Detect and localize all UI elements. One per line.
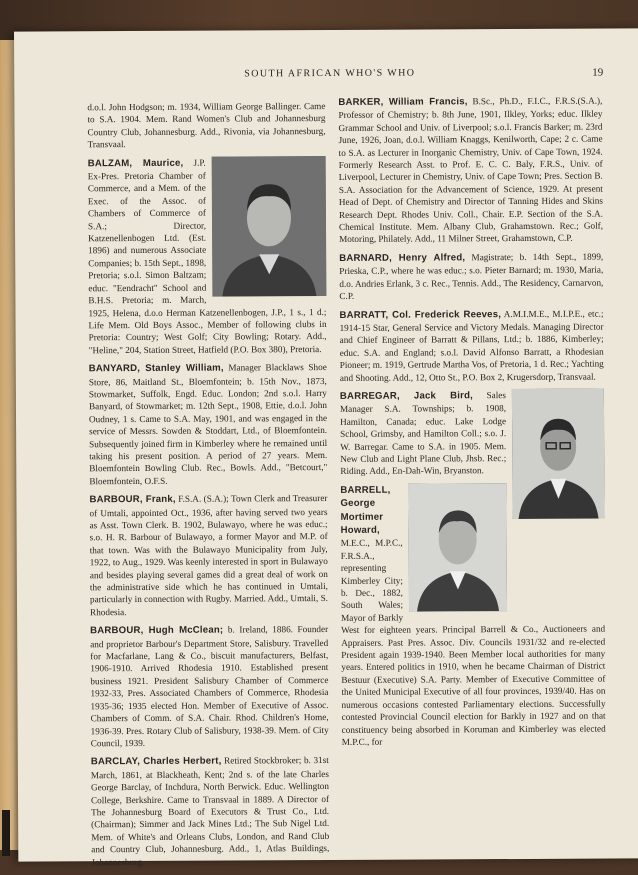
right-column bbox=[338, 95, 605, 755]
portrait-image bbox=[408, 483, 507, 612]
left-column bbox=[87, 100, 329, 874]
entry-text: M.E.C., M.P.C., F.R.S.A., representing Kimberley City; b. Dec., 1882, South Wales; Mayor of Barkly West for eighteen years. Principal Barrell & Co., Auctioneers and Appraisers. Past Pres. Assoc. Div. Councils 1931/32 and re-elected President again 1939-1940. Been Member local authorities for many years. Entered politics in 1910, when he became Chairman of District Bestuur (Executive) S.A. Party. Member of Executive Committee of the United Municipal Executive of all four provinces, 1939/40. Has on numerous occasions contested Parliamentary elections. Successfully contested Provincial Council election for Barkly in 1927 and on that constituency being absorbed in Koruman and Kimberley was elected M.P.C., for bbox=[340, 538, 606, 747]
entry-barnard bbox=[339, 250, 603, 302]
book-page bbox=[14, 28, 638, 867]
entry-barbour-frank bbox=[89, 492, 328, 618]
entry-text: b. Ireland, 1886. Founder and proprietor Barbour's Department Store, Salisbury. Travelled for Macfarlane, Lang & Co., biscuit manufacturers, Belfast, 1906-1910. Arrived Rhodesia 1910. Established present business 1921. President Salisbury Chamber of Commerce 1932-33, Pres. Associated Chambers of Commerce, Rhodesia 1935-36; 1935 elected Hon. Member of Executive of Assoc. Chambers of Comm. of S.A. Chair. Rhod. Children's Home, 1936-39. Pres. Rotary Club of Salisbury, 1938-39. Mem. of City Council, 1939. bbox=[90, 624, 329, 749]
entry-name: BARBOUR, Frank, bbox=[89, 493, 176, 506]
entry-barregar bbox=[340, 388, 604, 477]
portrait-image bbox=[512, 388, 605, 518]
portrait-barregar bbox=[512, 388, 605, 518]
entry-text: A.M.I.M.E., M.I.P.E., etc.; 1914-15 Star, General Service and Victory Medals. Managing Director and Chief Engineer of Barratt & Pillans, Ltd.; b. 1886, Kimberley; educ. S.A. and England; s.o.l. David Alfonso Barratt, a Rhodesian Pioneer; m. 1919, Gertrude Martha Vos, of Pretoria, 1 d. Rec.; Yachting and Shooting. Add., 12, Otto St., P.O. Box 2, Krugersdorp, Transvaal. bbox=[339, 308, 604, 383]
portrait-balzam bbox=[212, 156, 327, 297]
entry-text: d.o.l. John Hodgson; m. 1934, William George Ballinger. Came to S.A. 1904. Mem. Rand Women's Club and Johannesburg Country Club, Johannesburg. Add., Rivonia, via Johannesburg, Transvaal. bbox=[87, 101, 326, 150]
entry-text: F.S.A. (S.A.); Town Clerk and Treasurer of Umtali, appointed Oct., 1936, after having served two years as Asst. Town Clerk. B. 1902, Bulawayo, where he was educ.; s.o. H. R. Barbour of Bulawayo, a former Mayor and M.P. of that town. Was with the Bulawayo Municipality from July, 1922, to Aug., 1929. Was keenly interested in sport in Bulawayo and besides playing several games did a great deal of work on the administrative side which he has continued in Umtali, particularly in connection with Rugby. Married. Add., Umtali, S. Rhodesia. bbox=[89, 493, 329, 618]
entry-name: BARCLAY, Charles Herbert, bbox=[90, 755, 222, 768]
entry-text: Retired Stockbroker; b. 31st March, 1861, at Blackheath, Kent; 2nd s. of the late Charles George Barclay, of Inchdura, North Berwick. Educ. Wellington College, Berkshire. Came to Transvaal in 1889. A Director of The Johannesburg Board of Executors & Trust Co., Ltd. (Chairman); Simmer and Jack Mines Ltd.; The Sub Nigel Ltd. Mem. of White's and Orleans Clubs, London, and Rand Club and Country Club, Johannesburg. Add., 1, Atlas Buildings, Johannesburg. bbox=[90, 755, 330, 867]
page-number: 19 bbox=[592, 66, 604, 79]
entry-barker bbox=[338, 95, 603, 246]
entry-text: Sales Manager S.A. Townships; b. 1908, Hamilton, Canada; educ. Lake Lodge School, Grimsby, and Hamilton Coll.; s.o. J. W. Barregar. Came to S.A. in 1905. Mem. New Club and Light Plane Club, Jhsb. Rec.; Riding. Add., En-Dah-Win, Bryanston. bbox=[339, 390, 507, 477]
entry-ballinger bbox=[87, 100, 325, 151]
entry-name: BARBOUR, Hugh McClean; bbox=[90, 624, 224, 637]
entry-text: Magistrate; b. 14th Sept., 1899, Prieska, C.P., where he was educ.; s.o. Pieter Barnard; m. 1930, Maria, d.o. Andries Erlank, 3 c. Rec., Tennis. Add., The Residency, Carnarvon, C.P. bbox=[339, 251, 604, 302]
entry-name: BANYARD, Stanley William, bbox=[88, 362, 224, 375]
running-header: SOUTH AFRICAN WHO'S WHO bbox=[244, 67, 416, 80]
entry-banyard bbox=[89, 361, 328, 487]
entry-text: J.P. Ex-Pres. Pretoria Chamber of Commerce, and a Mem. of the Exec. of the Assoc. of Chambers of Commerce of S.A.; Director, Katzenellenbogen Ltd. (Est. 1896) and numerous Associate Companies; b. 15th Sept., 1898, Pretoria; s.o.l. Simon Baltzam; educ. "Eendracht" School and B.H.S. Pretoria; m. March, 1925, Helena, d.o.o Herman Katzenellenbogen, J.P., 1 s., 1 d.; Life Mem. Old Boys Assoc., Member of following clubs in Pretoria: Country; West Golf; City Bowling; Rotary. Add., "Heline," 204, Station Street, Hatfield (P.O. Box 380), Pretoria. bbox=[87, 157, 327, 355]
entry-text: B.Sc., Ph.D., F.I.C., F.R.S.(S.A.), Professor of Chemistry; b. 8th June, 1901, Ilkley, Yorks; educ. Ilkley Grammar School and Univ. of Liverpool; s.o.l. Francis Barker; m. 23rd June, 1926, Joan, d.o.l. William Knaggs, Kenilworth, Cape; 2 c. Came to S.A. as Lecturer in Inorganic Chemistry, Univ. of Cape Town, 1924. Formerly Research Asst. to Prof. E. C. C. Baly, F.R.S., Univ. of Liverpool, Lecturer in Chemistry, Univ. of Cape Town; Pres. Section B. S.A. Association for the Advancement of Science, 1929. At present Head of Dept. of Chemistry and Director of Tanning Hides and Skins Research Dept. Rhodes Univ. Coll., Chair. E.P. Section of the S.A. Chemical Institute. Mem. Albany Club, Grahamstown. Rec.; Golf, Motoring, Philately. Add., 11 Milner Street, Grahamstown, C.P. bbox=[338, 95, 604, 245]
entry-barrell bbox=[340, 482, 605, 748]
portrait-image bbox=[212, 156, 327, 297]
entry-name: BARREGAR, Jack Bird, bbox=[339, 390, 474, 402]
entry-name: BARKER, William Francis, bbox=[338, 96, 468, 108]
entry-name: BARRATT, Col. Frederick Reeves, bbox=[339, 308, 502, 321]
entry-balzam bbox=[88, 156, 327, 357]
entry-barbour-hugh bbox=[90, 623, 329, 749]
entry-name: BARRELL, George Mortimer Howard, bbox=[340, 484, 391, 536]
portrait-barrell bbox=[408, 483, 507, 612]
entry-barratt bbox=[339, 307, 603, 384]
entry-name: BALZAM, Maurice, bbox=[87, 157, 184, 169]
entry-text: Manager Blacklaws Shoe Store, 86, Maitland St., Bloemfontein; b. 15th Nov., 1873, Stowmarket, Suffolk, Engd. Educ. London; 2nd s.o.l. Harry Banyard, of Stowmarket; m. 12th Sept., 1908, Ettie, d.o.l. John Oudney, 1 s. Came to S.A. May, 1901, and was engaged in the service of Messrs. Sowden & Stoddart, Ltd., of Bloemfontein. Subsequently joined firm in Kimberley where he remained until taking his present position. A period of 27 years. Mem. Bloemfontein Bowling Club. Rec., Bowls. Add., "Betcourt," Bloemfontein, O.F.S. bbox=[88, 362, 328, 487]
entry-name: BARNARD, Henry Alfred, bbox=[339, 252, 466, 264]
entry-barclay bbox=[91, 754, 330, 868]
